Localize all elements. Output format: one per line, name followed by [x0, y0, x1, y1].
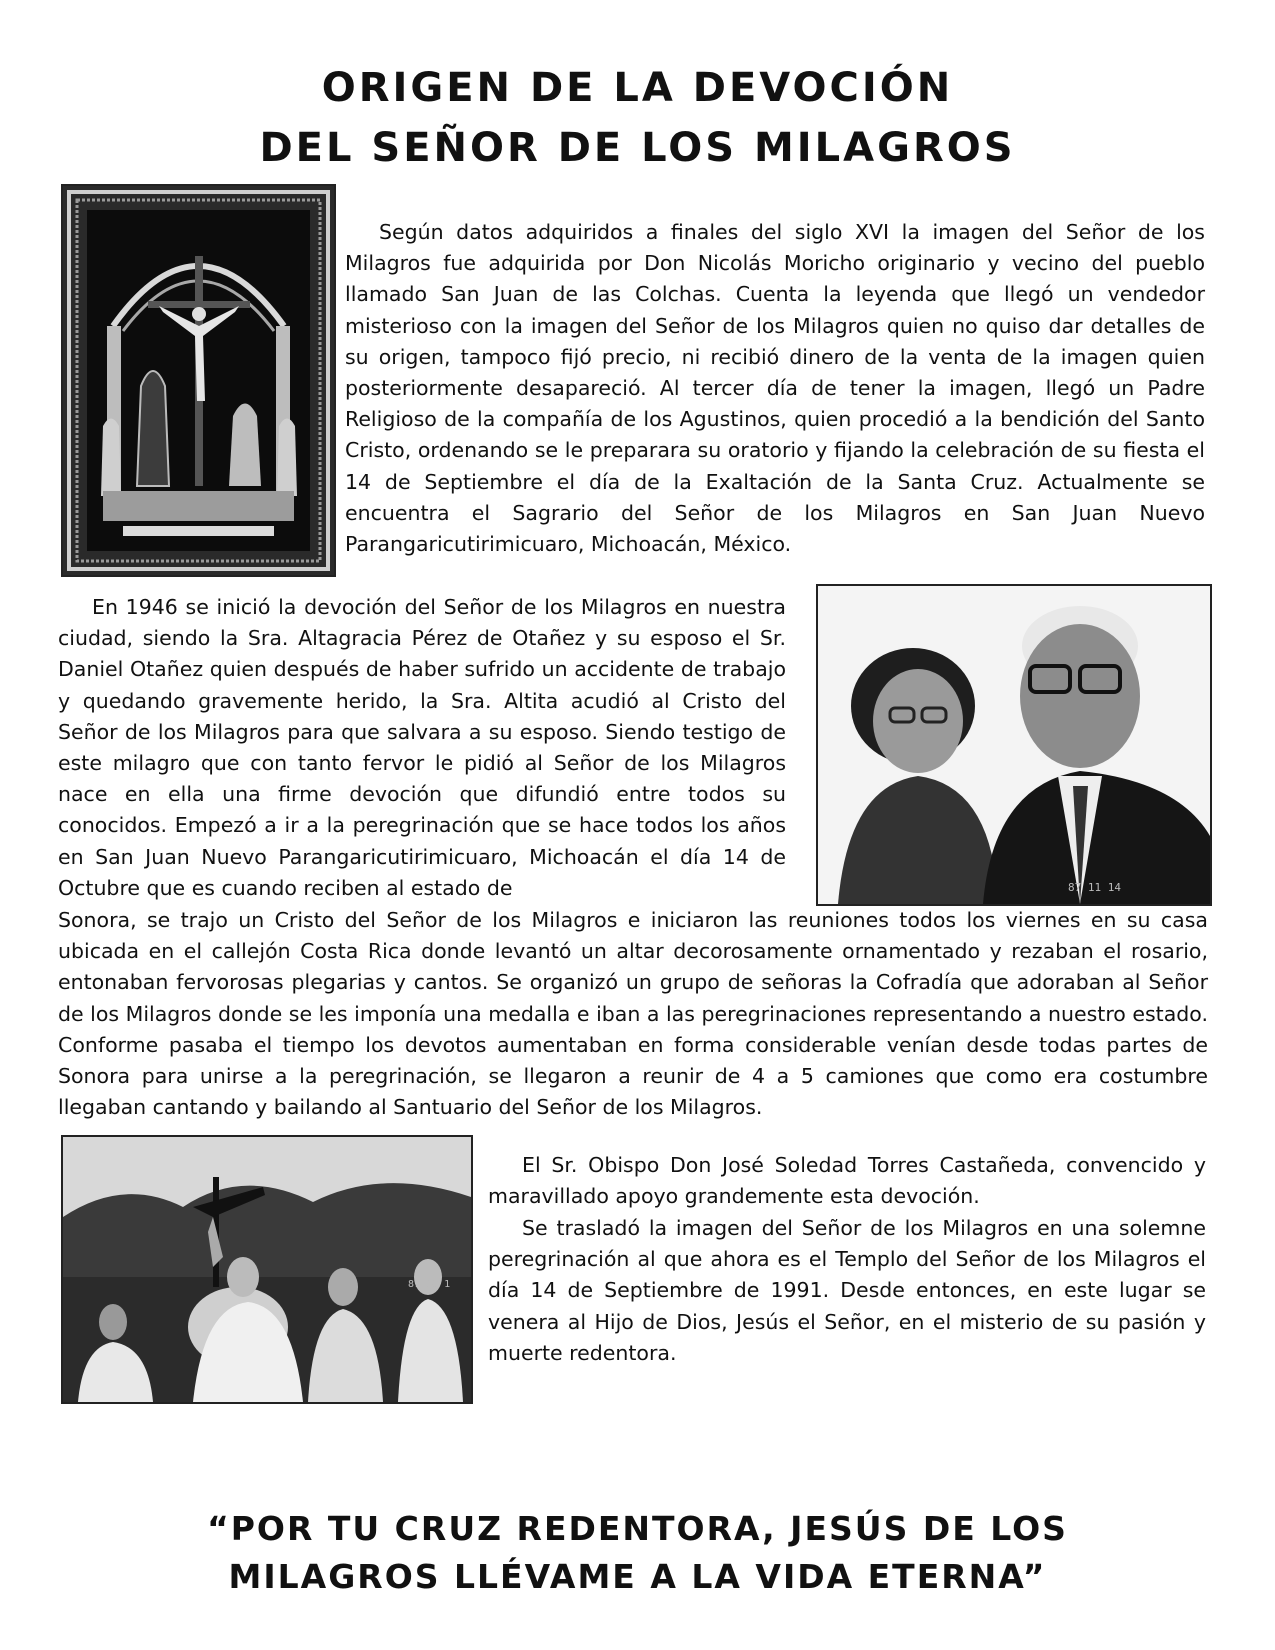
procession-photo — [61, 1135, 473, 1404]
procession-photo-date-stamp: 87 10 1 — [408, 1279, 451, 1290]
quote-line-1: “POR TU CRUZ REDENTORA, JESÚS DE LOS — [207, 1509, 1068, 1548]
paragraph-temple: Se trasladó la imagen del Señor de los Milagros en una solemne peregrinación al que ahora es el Templo del Señor de los Milagros el día 14 de Septiembre de 1991. Desde entonces, en este lugar se venera al Hijo de Dios, Jesús el Señor, en el misterio de su pasión y muerte redentora. — [488, 1216, 1206, 1365]
altar-photo — [61, 184, 336, 577]
paragraph-devotion-start: En 1946 se inició la devoción del Señor de los Milagros en nuestra ciudad, siendo la Sra. Altagracia Pérez de Otañez y su esposo el Sr. Daniel Otañez quien después de haber sufrido un accidente de trabajo y quedando gravemente herido, la Sra. Altita acudió al Cristo del Señor de los Milagros para que salvara a su esposo. Siendo testigo de este milagro que con tanto fervor le pidió al Señor de los Milagros nace en ella una firme devoción que difundió entre todos su conocidos. Empezó a ir a la peregrinación que se hace todos los años en San Juan Nuevo Parangaricutirimicuaro, Michoacán el día 14 de Octubre que es cuando reciben al estado de — [58, 595, 786, 900]
quote-line-2: MILAGROS LLÉVAME A LA VIDA ETERNA” — [228, 1557, 1047, 1596]
title-line-2: DEL SEÑOR DE LOS MILAGROS — [259, 125, 1016, 171]
couple-photo-date-stamp: 87 11 14 — [1068, 881, 1121, 894]
page-title — [0, 58, 1275, 178]
title-line-1: ORIGEN DE LA DEVOCIÓN — [321, 65, 954, 111]
closing-quote — [0, 1505, 1275, 1601]
couple-photo — [816, 584, 1212, 906]
paragraph-origin: Según datos adquiridos a finales del siglo XVI la imagen del Señor de los Milagros fue adquirida por Don Nicolás Moricho originario y vecino del pueblo llamado San Juan de las Colchas. Cuenta la leyenda que llegó un vendedor misterioso con la imagen del Señor de los Milagros quien no quiso dar detalles de su origen, tampoco fijó precio, ni recibió dinero de la venta de la imagen quien posteriormente desapareció. Al tercer día de tener la imagen, llegó un Padre Religioso de la compañía de los Agustinos, quien procedió a la bendición del Santo Cristo, ordenando se le preparara su oratorio y fijando la celebración de su fiesta el 14 de Septiembre el día de la Exaltación de la Santa Cruz. Actualmente se encuentra el Sagrario del Señor de los Milagros en San Juan Nuevo Parangaricutirimicuaro, Michoacán, México. — [345, 220, 1205, 557]
paragraph-devotion-continued: Sonora, se trajo un Cristo del Señor de los Milagros e iniciaron las reuniones todos los viernes en su casa ubicada en el callejón Costa Rica donde levantó un altar decorosamente ornamentado y rezaban el rosario, entonaban fervorosas plegarias y cantos. Se organizó un grupo de señoras la Cofradía que adoraban al Señor de los Milagros donde se les imponía una medalla e iban a las peregrinaciones representando a nuestro estado. Conforme pasaba el tiempo los devotos aumentaban en forma considerable venían desde todas partes de Sonora para unirse a la peregrinación, se llegaron a reunir de 4 a 5 camiones que como era costumbre llegaban cantando y bailando al Santuario del Señor de los Milagros. — [58, 908, 1208, 1120]
paragraph-bishop: El Sr. Obispo Don José Soledad Torres Castañeda, convencido y maravillado apoyo grandemente esta devoción. — [488, 1153, 1206, 1209]
